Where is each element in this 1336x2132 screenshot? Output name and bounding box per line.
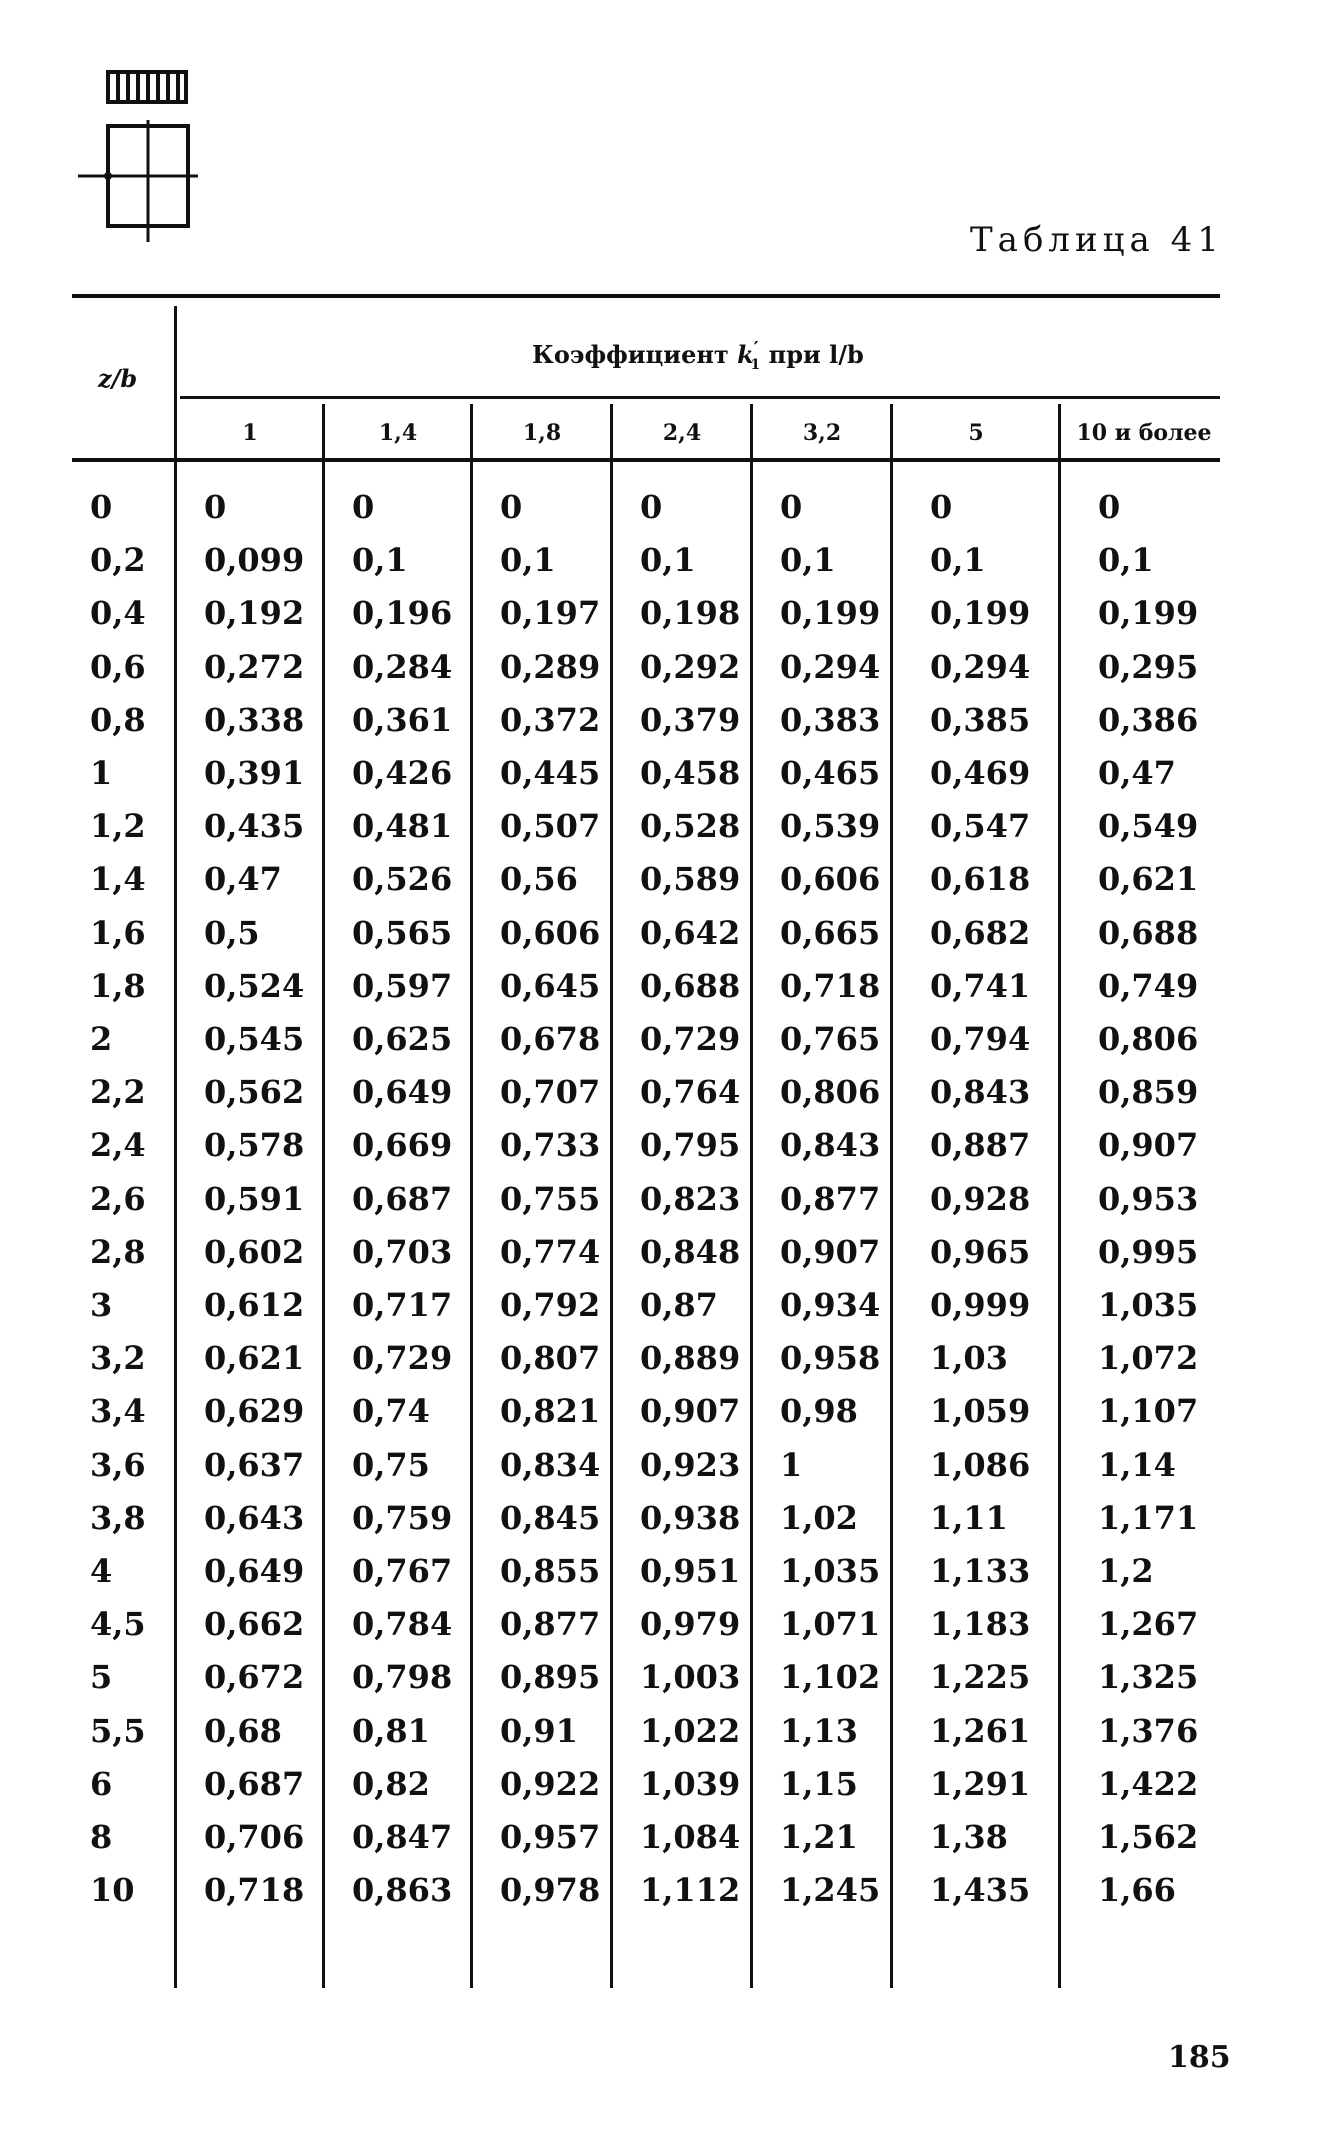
row-label: 0,6	[90, 647, 146, 686]
table-cell: 0,597	[352, 966, 453, 1005]
table-cell: 0,995	[1098, 1232, 1199, 1271]
column-divider	[470, 404, 473, 1988]
table-cell: 0,907	[640, 1392, 741, 1431]
table-cell: 1,02	[780, 1498, 858, 1537]
table-cell: 0,767	[352, 1552, 453, 1590]
table-cell: 0,845	[500, 1498, 601, 1537]
row-label: 1,2	[90, 807, 146, 846]
table-cell: 0,1	[500, 541, 556, 580]
table-cell: 0,642	[640, 913, 741, 952]
table-cell: 0,192	[204, 594, 305, 633]
table-cell: 0,91	[500, 1711, 578, 1750]
table-cell: 0,637	[204, 1445, 305, 1484]
table-cell: 0,445	[500, 754, 601, 792]
table-cell: 0,672	[204, 1658, 305, 1697]
table-cell: 0	[780, 488, 803, 526]
row-label: 0	[90, 488, 113, 526]
table-cell: 0,665	[780, 913, 881, 952]
table-cell: 1,183	[930, 1605, 1031, 1644]
table-cell: 0,606	[780, 860, 881, 899]
table-cell: 0,1	[930, 541, 986, 580]
table-cell: 0,877	[780, 1179, 881, 1218]
column-divider	[890, 404, 893, 1988]
table-cell: 0,372	[500, 700, 601, 739]
table-cell: 0,662	[204, 1605, 305, 1644]
table-cell: 0,526	[352, 860, 453, 899]
column-header: 1,8	[522, 420, 562, 446]
column-divider	[750, 404, 753, 1988]
header-bottom-rule	[72, 458, 1220, 462]
table-cell: 0,386	[1098, 700, 1199, 739]
table-cell: 1,14	[1098, 1445, 1176, 1484]
table-cell: 0,75	[352, 1445, 430, 1484]
table-cell: 0,855	[500, 1552, 601, 1590]
table-cell: 0,1	[352, 541, 408, 580]
row-label: 1,6	[90, 913, 146, 952]
row-label: 1,4	[90, 860, 146, 899]
row-header: z/b	[98, 364, 138, 393]
table-cell: 1	[780, 1445, 803, 1484]
table-cell: 1,13	[780, 1711, 858, 1750]
row-label: 5	[90, 1658, 113, 1697]
table-cell: 0,859	[1098, 1073, 1199, 1112]
row-label: 3	[90, 1286, 113, 1324]
table-cell: 0,383	[780, 700, 881, 739]
table-cell: 0,292	[640, 647, 741, 686]
table-cell: 0,545	[204, 1020, 305, 1058]
coefficient-symbol: k	[737, 340, 754, 369]
table-cell: 0,843	[930, 1073, 1031, 1112]
table-cell: 1,422	[1098, 1764, 1199, 1803]
coefficient-subscript: 1	[750, 356, 761, 373]
column-header: 1	[242, 420, 258, 446]
table-cell: 1,171	[1098, 1498, 1199, 1537]
foundation-load-diagram-icon	[72, 66, 202, 246]
table-cell: 0,426	[352, 754, 453, 792]
table-cell: 0,774	[500, 1232, 601, 1271]
group-header-prefix: Коэффициент	[532, 340, 729, 369]
table-cell: 0,928	[930, 1179, 1031, 1218]
row-label: 4	[90, 1552, 113, 1590]
table-cell: 0,759	[352, 1498, 453, 1537]
table-cell: 0,1	[640, 541, 696, 580]
group-header-rule	[180, 396, 1220, 399]
table-cell: 0,951	[640, 1552, 741, 1590]
table-cell: 0,798	[352, 1658, 453, 1697]
table-cell: 0,729	[352, 1339, 453, 1378]
table-cell: 0,717	[352, 1286, 453, 1324]
table-top-rule	[72, 294, 1220, 298]
table-cell: 0,47	[1098, 754, 1176, 792]
row-label: 1	[90, 754, 113, 792]
table-cell: 0,465	[780, 754, 881, 792]
table-cell: 0,625	[352, 1020, 453, 1058]
table-cell: 1,035	[780, 1552, 881, 1590]
row-label: 3,2	[90, 1339, 146, 1378]
table-cell: 1,107	[1098, 1392, 1199, 1431]
table-cell: 0,678	[500, 1020, 601, 1058]
table-cell: 0,795	[640, 1126, 741, 1165]
table-cell: 1,035	[1098, 1286, 1199, 1324]
table-cell: 0,669	[352, 1126, 453, 1165]
table-cell: 0,953	[1098, 1179, 1199, 1218]
table-cell: 0,749	[1098, 966, 1199, 1005]
table-cell: 1,03	[930, 1339, 1008, 1378]
table-cell: 0,923	[640, 1445, 741, 1484]
table-cell: 1,225	[930, 1658, 1031, 1697]
table-cell: 1,003	[640, 1658, 741, 1697]
table-cell: 1,376	[1098, 1711, 1199, 1750]
table-cell: 1,562	[1098, 1818, 1199, 1856]
table-cell: 0,5	[204, 913, 260, 952]
row-label: 3,4	[90, 1392, 146, 1431]
table-cell: 0,391	[204, 754, 305, 792]
table-cell: 1,039	[640, 1764, 741, 1803]
table-cell: 0	[204, 488, 227, 526]
row-label: 5,5	[90, 1711, 146, 1750]
table-cell: 0,289	[500, 647, 601, 686]
group-header	[532, 338, 864, 373]
page-number: 185	[1168, 2040, 1231, 2075]
table-cell: 0,965	[930, 1232, 1031, 1271]
table-cell: 0,823	[640, 1179, 741, 1218]
table-cell: 0,481	[352, 807, 453, 846]
table-cell: 0,618	[930, 860, 1031, 899]
table-cell: 0,847	[352, 1818, 453, 1856]
table-cell: 0,295	[1098, 647, 1199, 686]
table-cell: 0,682	[930, 913, 1031, 952]
table-cell: 0,922	[500, 1764, 601, 1803]
table-cell: 0,999	[930, 1286, 1031, 1324]
table-cell: 0,1	[780, 541, 836, 580]
table-cell: 0,733	[500, 1126, 601, 1165]
table-cell: 0,978	[500, 1871, 601, 1910]
row-label: 0,2	[90, 541, 146, 580]
table-cell: 0,606	[500, 913, 601, 952]
row-label: 2,6	[90, 1179, 146, 1218]
row-label: 2,8	[90, 1232, 146, 1271]
column-header: 2,4	[662, 420, 702, 446]
table-cell: 0,196	[352, 594, 453, 633]
table-cell: 0,707	[500, 1073, 601, 1112]
table-cell: 0,688	[640, 966, 741, 1005]
table-cell: 0,821	[500, 1392, 601, 1431]
row-label: 8	[90, 1818, 113, 1856]
table-cell: 0	[930, 488, 953, 526]
table-cell: 0,764	[640, 1073, 741, 1112]
table-cell: 0,807	[500, 1339, 601, 1378]
table-cell: 0,765	[780, 1020, 881, 1058]
table-cell: 0,82	[352, 1764, 430, 1803]
table-cell: 0,629	[204, 1392, 305, 1431]
table-cell: 0,1	[1098, 541, 1154, 580]
table-cell: 0,889	[640, 1339, 741, 1378]
table-cell: 0,199	[780, 594, 881, 633]
table-cell: 1,11	[930, 1498, 1008, 1537]
table-cell: 0	[500, 488, 523, 526]
row-label: 0,4	[90, 594, 146, 633]
table-cell: 0,806	[1098, 1020, 1199, 1058]
row-label: 3,8	[90, 1498, 146, 1537]
table-cell: 0,957	[500, 1818, 601, 1856]
table-cell: 0,602	[204, 1232, 305, 1271]
row-label: 4,5	[90, 1605, 146, 1644]
column-header: 1,4	[378, 420, 418, 446]
table-cell: 0,612	[204, 1286, 305, 1324]
table-cell: 1,022	[640, 1711, 741, 1750]
table-cell: 1,15	[780, 1764, 858, 1803]
table-cell: 0,834	[500, 1445, 601, 1484]
table-cell: 1,072	[1098, 1339, 1199, 1378]
table-cell: 0,755	[500, 1179, 601, 1218]
table-cell: 0,338	[204, 700, 305, 739]
table-cell: 1,267	[1098, 1605, 1199, 1644]
row-label: 2,2	[90, 1073, 146, 1112]
table-cell: 0,199	[930, 594, 1031, 633]
row-label: 0,8	[90, 700, 146, 739]
table-cell: 0,887	[930, 1126, 1031, 1165]
table-cell: 0,907	[780, 1232, 881, 1271]
table-cell: 0,806	[780, 1073, 881, 1112]
table-cell: 0,435	[204, 807, 305, 846]
row-label: 3,6	[90, 1445, 146, 1484]
column-header: 3,2	[802, 420, 842, 446]
table-cell: 1,059	[930, 1392, 1031, 1431]
table-cell: 1,133	[930, 1552, 1031, 1590]
table-cell: 0,687	[352, 1179, 453, 1218]
table-cell: 1,325	[1098, 1658, 1199, 1697]
table-cell: 0,379	[640, 700, 741, 739]
table-cell: 1,261	[930, 1711, 1031, 1750]
table-cell: 1,21	[780, 1818, 858, 1856]
row-label: 2,4	[90, 1126, 146, 1165]
table-cell: 0,643	[204, 1498, 305, 1537]
column-header: 5	[968, 420, 984, 446]
table-cell: 0,938	[640, 1498, 741, 1537]
table-cell: 0,294	[930, 647, 1031, 686]
column-divider	[1058, 404, 1061, 1988]
table-cell: 1,245	[780, 1871, 881, 1910]
table-cell: 0,621	[204, 1339, 305, 1378]
table-cell: 1,086	[930, 1445, 1031, 1484]
table-cell: 1,435	[930, 1871, 1031, 1910]
table-cell: 0,56	[500, 860, 578, 899]
table-cell: 0,549	[1098, 807, 1199, 846]
table-cell: 0,524	[204, 966, 305, 1005]
table-cell: 0,528	[640, 807, 741, 846]
table-cell: 0,688	[1098, 913, 1199, 952]
table-cell: 0,199	[1098, 594, 1199, 633]
table-cell: 0,284	[352, 647, 453, 686]
table-cell: 0,863	[352, 1871, 453, 1910]
stub-column-divider	[174, 306, 177, 1988]
table-cell: 0,649	[352, 1073, 453, 1112]
table-cell: 0	[1098, 488, 1121, 526]
table-cell: 0,645	[500, 966, 601, 1005]
table-cell: 1,66	[1098, 1871, 1176, 1910]
table-cell: 0,294	[780, 647, 881, 686]
column-header: 10 и более	[1076, 420, 1212, 446]
table-cell: 0,741	[930, 966, 1031, 1005]
table-cell: 0,794	[930, 1020, 1031, 1058]
table-cell: 0,47	[204, 860, 282, 899]
table-cell: 0,589	[640, 860, 741, 899]
table-cell: 0,68	[204, 1711, 282, 1750]
table-cell: 0,578	[204, 1126, 305, 1165]
table-cell: 0,197	[500, 594, 601, 633]
table-cell: 1,112	[640, 1871, 741, 1910]
table-cell: 0,784	[352, 1605, 453, 1644]
table-cell: 0,687	[204, 1764, 305, 1803]
table-cell: 0,565	[352, 913, 453, 952]
table-cell: 0,74	[352, 1392, 430, 1431]
table-cell: 0,649	[204, 1552, 305, 1590]
table-cell: 0,361	[352, 700, 453, 739]
table-cell: 0,706	[204, 1818, 305, 1856]
table-cell: 0,934	[780, 1286, 881, 1324]
table-cell: 0,539	[780, 807, 881, 846]
table-cell: 0,621	[1098, 860, 1199, 899]
table-cell: 0,895	[500, 1658, 601, 1697]
table-cell: 0,792	[500, 1286, 601, 1324]
table-cell: 0,979	[640, 1605, 741, 1644]
table-cell: 0,562	[204, 1073, 305, 1112]
table-title: Таблица 41	[970, 220, 1224, 260]
table-cell: 0,458	[640, 754, 741, 792]
table-cell: 0	[352, 488, 375, 526]
table-cell: 0,87	[640, 1286, 718, 1324]
coefficient-prime: ′	[753, 338, 759, 359]
table-cell: 0,507	[500, 807, 601, 846]
table-cell: 0,877	[500, 1605, 601, 1644]
table-cell: 0,198	[640, 594, 741, 633]
table-cell: 0,547	[930, 807, 1031, 846]
row-label: 6	[90, 1764, 113, 1803]
table-cell: 0,591	[204, 1179, 305, 1218]
row-label: 10	[90, 1871, 135, 1910]
table-cell: 1,291	[930, 1764, 1031, 1803]
table-cell: 0,907	[1098, 1126, 1199, 1165]
row-label: 1,8	[90, 966, 146, 1005]
column-divider	[610, 404, 613, 1988]
table-cell: 0,272	[204, 647, 305, 686]
table-cell: 1,102	[780, 1658, 881, 1697]
table-cell: 0,98	[780, 1392, 858, 1431]
table-cell: 1,071	[780, 1605, 881, 1644]
table-cell: 0,843	[780, 1126, 881, 1165]
table-cell: 0,718	[780, 966, 881, 1005]
table-cell: 0,81	[352, 1711, 430, 1750]
table-cell: 0,958	[780, 1339, 881, 1378]
table-cell: 0,385	[930, 700, 1031, 739]
group-header-suffix: при l/b	[768, 340, 864, 369]
table-cell: 1,2	[1098, 1552, 1154, 1590]
table-cell: 0,703	[352, 1232, 453, 1271]
row-label: 2	[90, 1020, 113, 1058]
table-cell: 0,469	[930, 754, 1031, 792]
table-cell: 0,099	[204, 541, 305, 580]
table-cell: 1,38	[930, 1818, 1008, 1856]
table-cell: 0,729	[640, 1020, 741, 1058]
table-cell: 0	[640, 488, 663, 526]
table-cell: 1,084	[640, 1818, 741, 1856]
table-cell: 0,718	[204, 1871, 305, 1910]
table-cell: 0,848	[640, 1232, 741, 1271]
column-divider	[322, 404, 325, 1988]
